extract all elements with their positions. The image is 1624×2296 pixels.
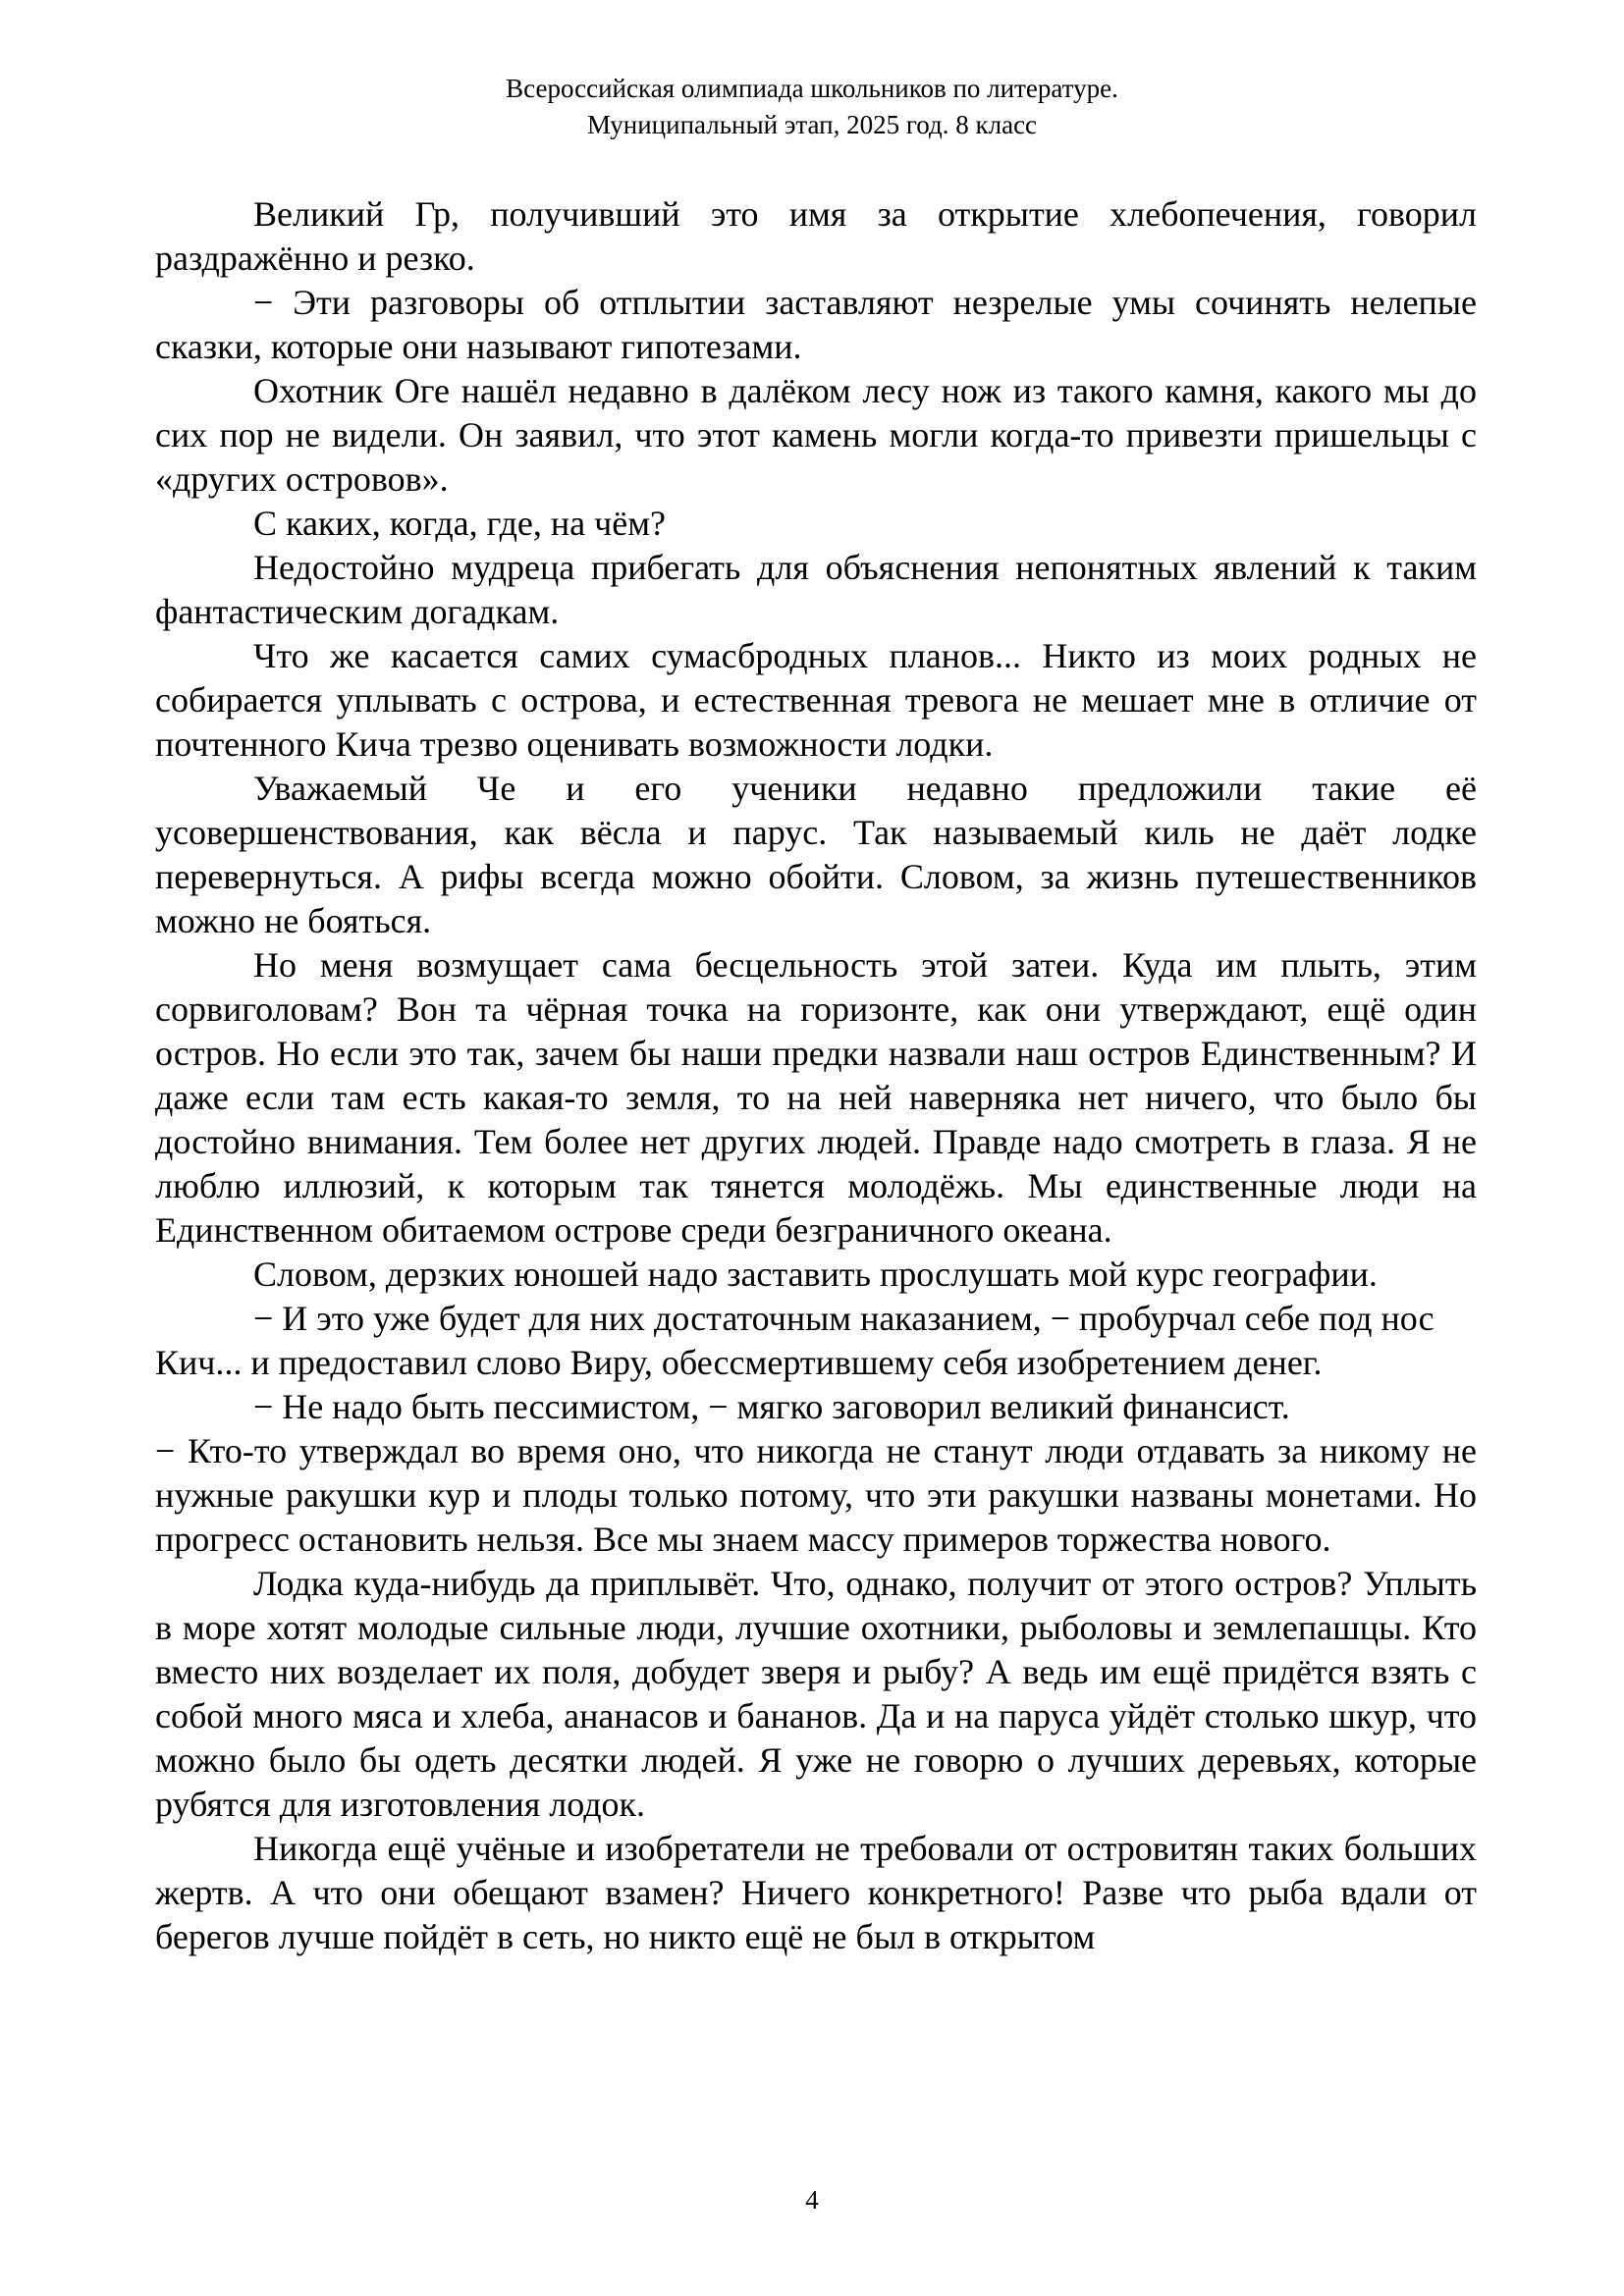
paragraph: С каких, когда, где, на чём? — [253, 504, 666, 543]
paragraph: Великий Гр, получивший это имя за открытие хлебопечения, говорил раздражённо и резко. — [155, 194, 1477, 278]
page-number: 4 — [805, 2185, 819, 2215]
paragraph: Словом, дерзких юношей надо заставить прослушать мой курс географии. — [253, 1255, 1378, 1294]
paragraph: Охотник Оге нашёл недавно в далёком лесу нож из такого камня, какого мы до сих пор не видели. Он заявил, что этот камень могли когда-то привезти пришельцы с «других островов». — [155, 371, 1477, 499]
paragraph: Уважаемый Че и его ученики недавно предложили такие её усовершенствования, как вёсла и парус. Так называемый киль не даёт лодке перевернуться. А рифы всегда можно обойти. Словом, за жизнь путешественников можно не бояться. — [155, 769, 1477, 940]
document-body — [155, 192, 1477, 1959]
page-header — [0, 71, 1624, 143]
paragraph: − Не надо быть пессимистом, − мягко заговорил великий финансист. — [253, 1387, 1290, 1426]
paragraph: Что же касается самих сумасбродных планов... Никто из моих родных не собирается уплывать с острова, и естественная тревога не мешает мне в отличие от почтенного Кича трезво оценивать возможности лодки. — [155, 636, 1477, 764]
paragraph: Никогда ещё учёные и изобретатели не требовали от островитян таких больших жертв. А что они обещают взамен? Ничего конкретного! Разве что рыба вдали от берегов лучше пойдёт в сеть, но никто ещё не был в открытом — [155, 1829, 1477, 1956]
paragraph: Лодка куда-нибудь да приплывёт. Что, однако, получит от этого остров? Уплыть в море хотят молодые сильные люди, лучшие охотники, рыболовы и землепашцы. Кто вместо них возделает их поля, добудет зверя и рыбу? А ведь им ещё придётся взять с собой много мяса и хлеба, ананасов и бананов. Да и на паруса уйдёт столько шкур, что можно было бы одеть десятки людей. Я уже не говорю о лучших деревьях, которые рубятся для изготовления лодок. — [155, 1564, 1477, 1824]
paragraph: − Кто-то утверждал во время оно, что никогда не станут люди отдавать за никому не нужные ракушки кур и плоды только потому, что эти ракушки названы монетами. Но прогресс остановить нельзя. Все мы знаем массу примеров торжества нового. — [155, 1431, 1477, 1559]
header-line-2: Муниципальный этап, 2025 год. 8 класс — [586, 110, 1038, 139]
header-line-1: Всероссийская олимпиада школьников по литературе. — [506, 74, 1118, 103]
paragraph: − Эти разговоры об отплытии заставляют незрелые умы сочинять нелепые сказки, которые они называют гипотезами. — [155, 283, 1477, 366]
paragraph: Недостойно мудреца прибегать для объяснения непонятных явлений к таким фантастическим догадкам. — [155, 548, 1477, 631]
paragraph: − И это уже будет для них достаточным наказанием, − пробурчал себе под нос Кич... и предоставил слово Виру, обессмертившему себя изобретением денег. — [155, 1299, 1435, 1382]
paragraph: Но меня возмущает сама бесцельность этой затеи. Куда им плыть, этим сорвиголовам? Вон та чёрная точка на горизонте, как они утверждают, ещё один остров. Но если это так, зачем бы наши предки назвали наш остров Единственным? И даже если там есть какая-то земля, то на ней наверняка нет ничего, что было бы достойно внимания. Тем более нет других людей. Правде надо смотреть в глаза. Я не люблю иллюзий, к которым так тянется молодёжь. Мы единственные люди на Единственном обитаемом острове среди безграничного океана. — [155, 945, 1477, 1250]
